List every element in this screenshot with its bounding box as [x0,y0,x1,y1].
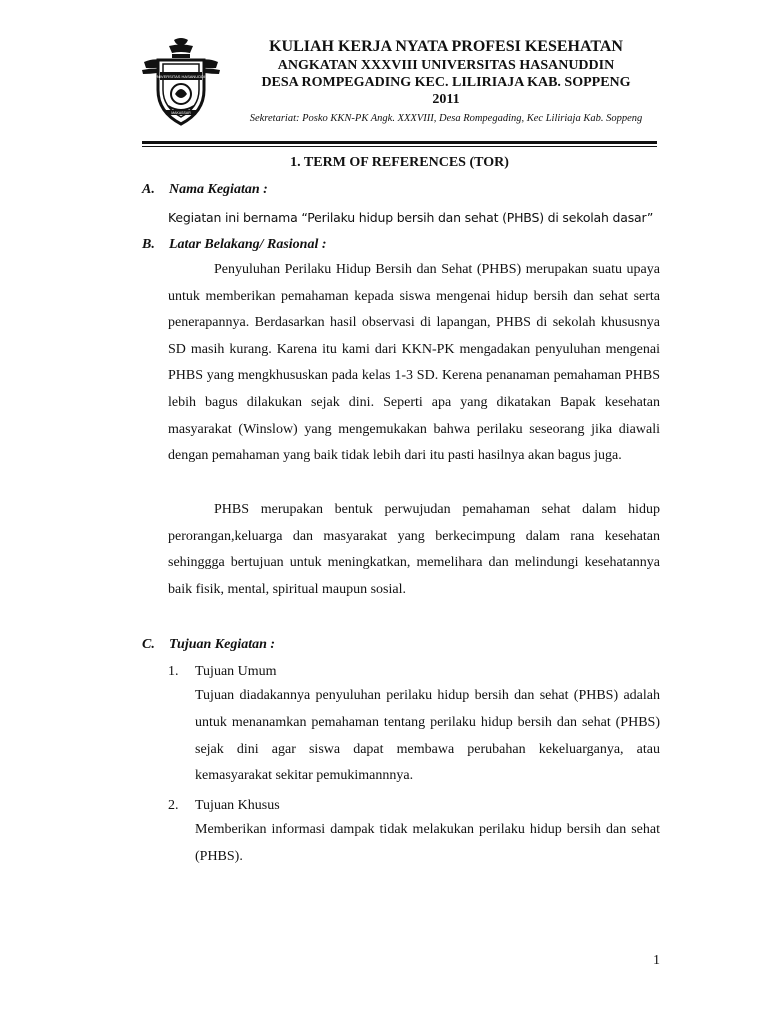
letterhead-line-3: DESA ROMPEGADING KEC. LILIRIAJA KAB. SOPPENG [261,75,631,90]
section-b-label: B. [142,237,155,252]
section-a-heading [142,181,268,199]
tujuan-khusus-text: Memberikan informasi dampak tidak melakukan perilaku hidup bersih dan sehat (PHBS). [195,822,660,864]
page-number: 1 [653,953,660,968]
letterhead-rule-thick [142,141,657,144]
section-b-heading [142,236,327,254]
tujuan-khusus-number: 2. [168,798,179,813]
section-a-title: Nama Kegiatan : [169,182,268,197]
section-c-heading [142,636,275,654]
tujuan-khusus-heading [168,797,280,815]
latar-belakang-paragraph-1: Penyuluhan Perilaku Hidup Bersih dan Sehat (PHBS) merupakan suatu upaya untuk memberikan pemahaman kepada siswa mengenai hidup bersih dan sehat serta penerapannya. Berdasarkan hasil observasi di lapangan, PHBS di sekolah khususnya SD masih kurang. Karena itu kami dari KKN-PK mengadakan penyuluhan mengenai PHBS yang mengkhususkan pada kelas 1-3 SD. Kerena penanaman pemahaman PHBS lebih bagus dilakukan sejak dini. Seperti apa yang dikatakan Bapak kesehatan masyarakat (Winslow) yang mengemukakan bahwa perilaku seseorang jika diawali dengan pemahaman yang baik tidak lebih dari itu pasti hasilnya akan bagus juga. [168,262,660,464]
tujuan-khusus-title: Tujuan Khusus [195,798,280,813]
section-b-title: Latar Belakang/ Rasional : [169,237,327,252]
nama-kegiatan-text: Kegiatan ini bernama “Perilaku hidup bersih dan sehat (PHBS) di sekolah dasar” [168,210,654,225]
letterhead-rule-thin [142,146,657,147]
latar-belakang-paragraph-2: PHBS merupakan bentuk perwujudan pemahaman sehat dalam hidup perorangan,keluarga dan masyarakat yang berkecimpung dalam rana kesehatan sehinggga bertujuan untuk meningkatkan, memelihara dan melindungi kesehatannya baik fisik, mental, spiritual maupun sosial. [168,502,660,597]
letterhead [236,37,656,126]
tujuan-umum-title: Tujuan Umum [195,664,277,679]
logo-text-top: UNIVERSITAS HASANUDDIN [154,74,208,79]
tujuan-umum-heading [168,663,277,681]
section-c-label: C. [142,637,155,652]
section-a-label: A. [142,182,155,197]
university-crest-icon [138,36,224,130]
section-c-title: Tujuan Kegiatan : [169,637,276,652]
tujuan-umum-text: Tujuan diadakannya penyuluhan perilaku hidup bersih dan sehat (PHBS) adalah untuk menanamkan pemahaman tentang perilaku hidup bersih dan sehat (PHBS) sejak dini agar siswa dapat membawa perubahan kekeluarganya, atau kemasyarakat sekitar pemukimannnya. [195,688,660,784]
letterhead-line-2: ANGKATAN XXXVIII UNIVERSITAS HASANUDDIN [277,58,615,73]
letterhead-line-1: KULIAH KERJA NYATA PROFESI KESEHATAN [269,38,623,55]
letterhead-secretariat: Sekretariat: Posko KKN-PK Angk. XXXVIII, Desa Rompegading, Kec Liliriaja Kab. Soppeng [249,113,643,124]
logo-text-bottom: MAKASSAR [171,111,191,115]
letterhead-year: 2011 [432,92,460,107]
tujuan-umum-number: 1. [168,664,179,679]
document-title: 1. TERM OF REFERENCES (TOR) [290,155,509,170]
